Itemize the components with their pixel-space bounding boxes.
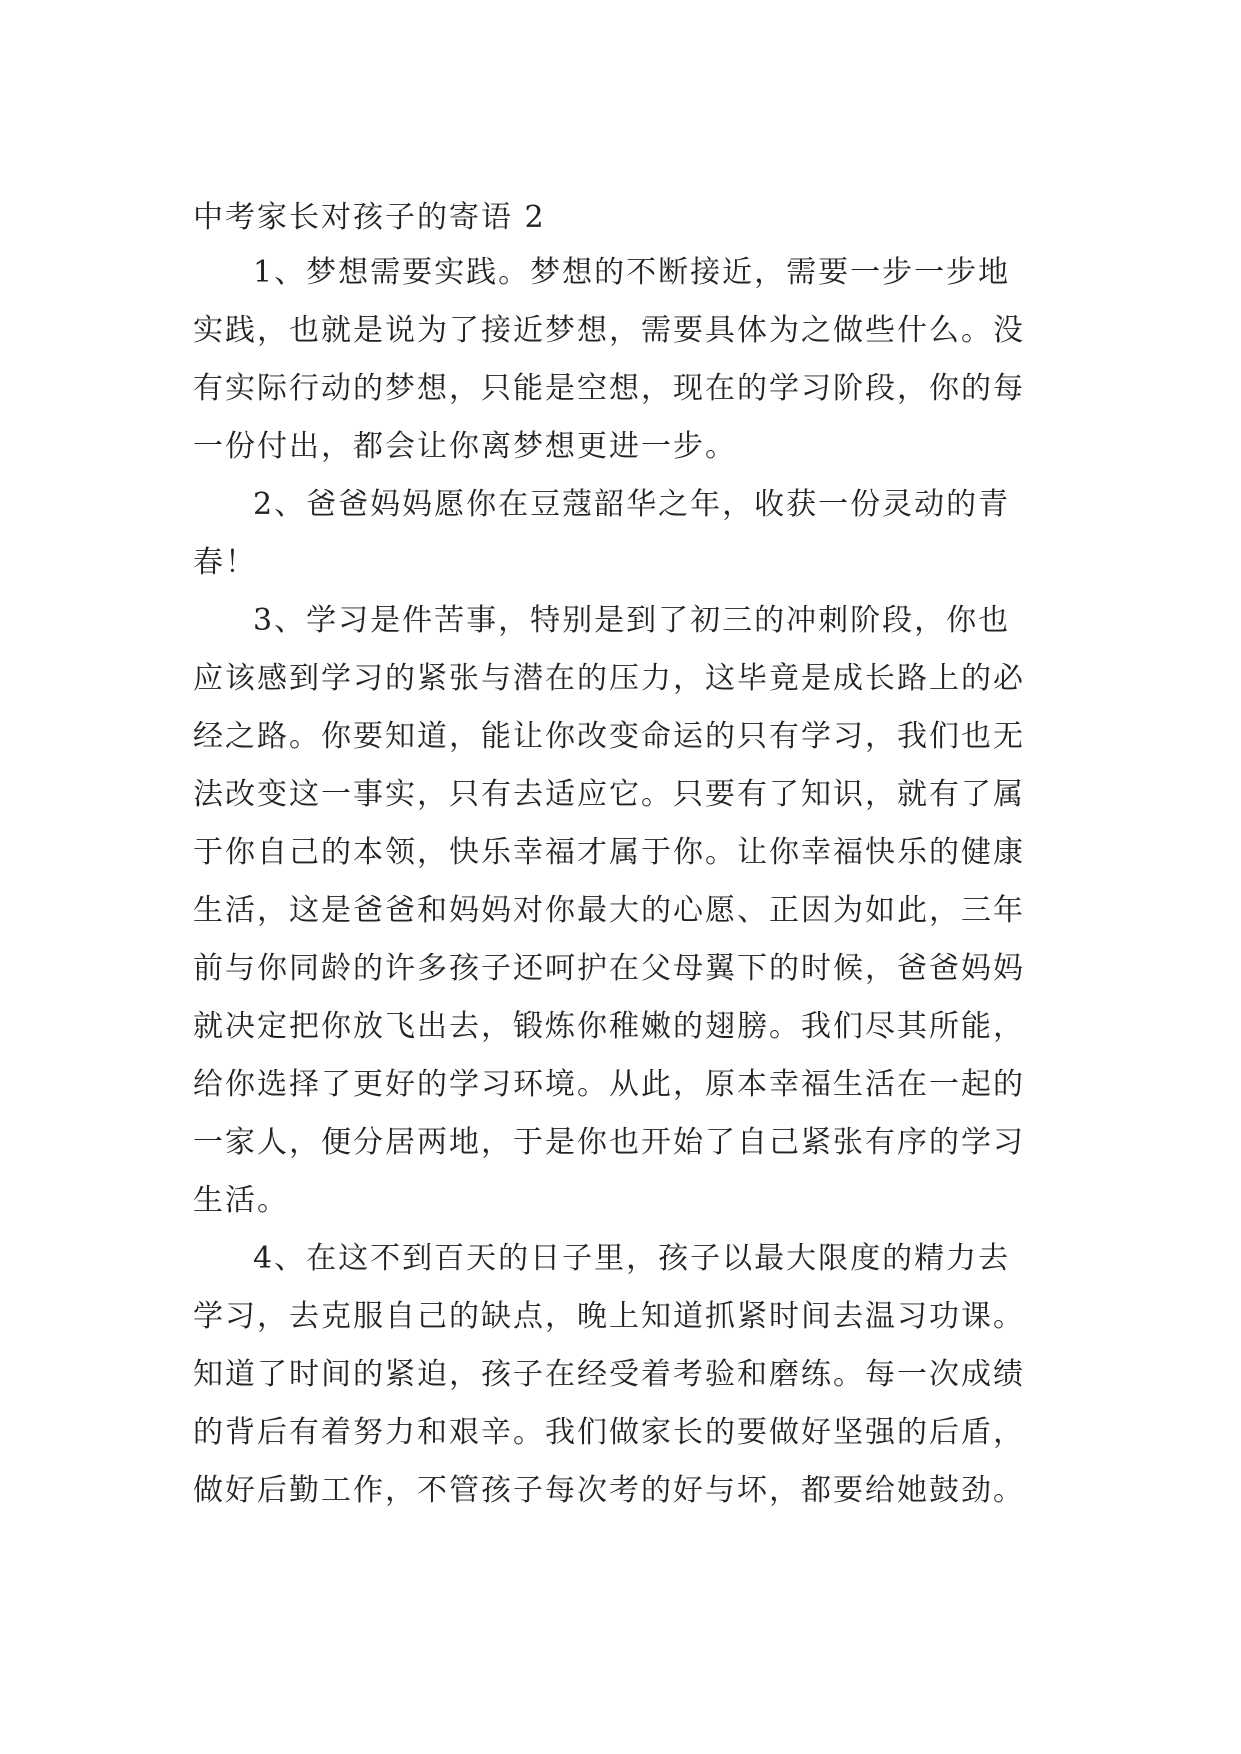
text-line: 给你选择了更好的学习环境。从此，原本幸福生活在一起的 (193, 1067, 1025, 1102)
paragraph-1 (193, 244, 1053, 476)
text-line: 就决定把你放飞出去，锻炼你稚嫩的翅膀。我们尽其所能， (193, 1009, 1025, 1044)
paragraph-3 (193, 592, 1053, 1230)
text-line: 2、爸爸妈妈愿你在豆蔻韶华之年，收获一份灵动的青 (253, 487, 1011, 522)
text-line: 法改变这一事实，只有去适应它。只要有了知识，就有了属 (193, 777, 1025, 812)
text-line: 生活。 (193, 1183, 289, 1218)
text-line: 前与你同龄的许多孩子还呵护在父母翼下的时候，爸爸妈妈 (193, 951, 1025, 986)
text-line: 知道了时间的紧迫，孩子在经受着考验和磨练。每一次成绩 (193, 1357, 1025, 1392)
text-line: 有实际行动的梦想，只能是空想，现在的学习阶段，你的每 (193, 371, 1025, 406)
text-line: 应该感到学习的紧张与潜在的压力，这毕竟是成长路上的必 (193, 661, 1025, 696)
text-line: 一份付出，都会让你离梦想更进一步。 (193, 429, 737, 464)
text-line: 一家人，便分居两地，于是你也开始了自己紧张有序的学习 (193, 1125, 1025, 1160)
text-line: 1、梦想需要实践。梦想的不断接近，需要一步一步地 (253, 255, 1011, 290)
document-title: 中考家长对孩子的寄语 2 (193, 200, 546, 235)
text-line: 生活，这是爸爸和妈妈对你最大的心愿、正因为如此，三年 (193, 893, 1025, 928)
text-line: 经之路。你要知道，能让你改变命运的只有学习，我们也无 (193, 719, 1025, 754)
text-line: 做好后勤工作，不管孩子每次考的好与坏，都要给她鼓劲。 (193, 1473, 1025, 1508)
text-line: 3、学习是件苦事，特别是到了初三的冲刺阶段，你也 (253, 603, 1011, 638)
text-line: 学习，去克服自己的缺点，晚上知道抓紧时间去温习功课。 (193, 1299, 1025, 1334)
text-line: 的背后有着努力和艰辛。我们做家长的要做好坚强的后盾， (193, 1415, 1025, 1450)
document-body (193, 192, 1053, 1520)
text-line: 于你自己的本领，快乐幸福才属于你。让你幸福快乐的健康 (193, 835, 1025, 870)
text-line: 春！ (193, 545, 257, 580)
text-line: 实践，也就是说为了接近梦想，需要具体为之做些什么。没 (193, 313, 1025, 348)
paragraph-4 (193, 1230, 1053, 1520)
paragraph-2 (193, 476, 1053, 592)
text-line: 4、在这不到百天的日子里，孩子以最大限度的精力去 (253, 1241, 1011, 1276)
